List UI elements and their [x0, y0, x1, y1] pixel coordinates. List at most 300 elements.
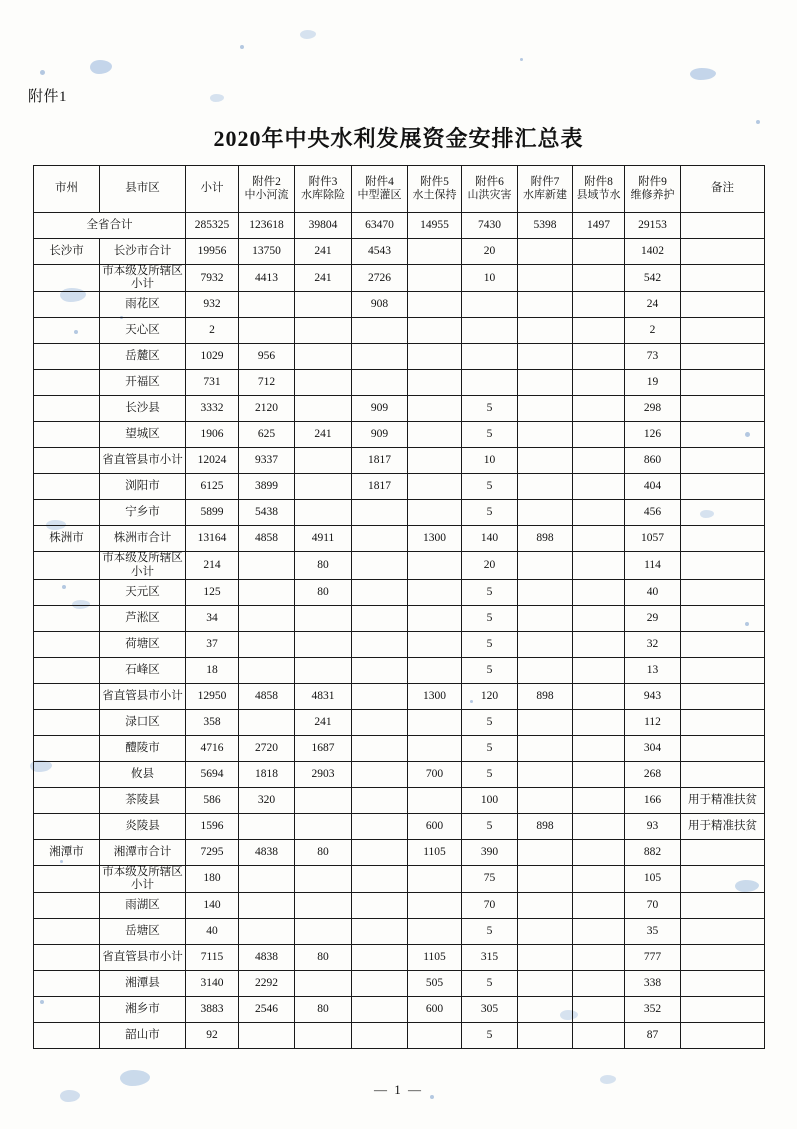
table-row: [34, 839, 765, 865]
row-county: 湘乡市: [100, 997, 186, 1023]
row-county: 市本级及所辖区小计: [100, 552, 186, 579]
row-remark: [681, 500, 765, 526]
row-city: [34, 997, 100, 1023]
row-value-8: 13: [625, 657, 681, 683]
row-value-2: [295, 787, 352, 813]
row-value-3: [352, 997, 408, 1023]
row-value-7: [573, 945, 625, 971]
row-value-7: [573, 839, 625, 865]
column-header-line2: 水土保持: [412, 189, 457, 202]
column-header-line2: 水库新建: [523, 189, 567, 202]
row-value-5: 5: [462, 971, 518, 997]
row-value-4: [408, 657, 462, 683]
row-value-4: [408, 893, 462, 919]
column-header-line2: 县域节水: [576, 189, 621, 202]
table-row: [34, 605, 765, 631]
row-value-4: 505: [408, 971, 462, 997]
row-value-4: [408, 787, 462, 813]
row-value-0: 140: [186, 893, 239, 919]
row-value-4: 1105: [408, 839, 462, 865]
column-header-10: [625, 166, 681, 213]
row-value-5: 7430: [462, 213, 518, 239]
table-row: [34, 526, 765, 552]
row-county: 天元区: [100, 579, 186, 605]
row-value-6: [518, 552, 573, 579]
row-value-1: 712: [239, 370, 295, 396]
row-county: 长沙市合计: [100, 239, 186, 265]
row-value-2: [295, 448, 352, 474]
row-value-1: [239, 813, 295, 839]
row-county: 省直管县市小计: [100, 683, 186, 709]
row-remark: [681, 370, 765, 396]
row-value-4: [408, 579, 462, 605]
table-row: [34, 787, 765, 813]
row-value-0: 34: [186, 605, 239, 631]
row-value-3: [352, 657, 408, 683]
row-value-4: 1105: [408, 945, 462, 971]
column-header-line1: 附件8: [584, 175, 613, 188]
row-value-8: 338: [625, 971, 681, 997]
row-value-7: [573, 448, 625, 474]
row-value-3: [352, 865, 408, 892]
row-value-0: 1906: [186, 422, 239, 448]
row-value-1: 4858: [239, 526, 295, 552]
row-county: 炎陵县: [100, 813, 186, 839]
row-remark: [681, 839, 765, 865]
row-value-8: 93: [625, 813, 681, 839]
row-value-5: 305: [462, 997, 518, 1023]
row-county: 渌口区: [100, 709, 186, 735]
row-value-1: 3899: [239, 474, 295, 500]
row-value-1: [239, 605, 295, 631]
row-value-4: [408, 605, 462, 631]
row-value-0: 358: [186, 709, 239, 735]
row-value-4: [408, 448, 462, 474]
row-value-4: [408, 474, 462, 500]
row-value-6: [518, 370, 573, 396]
row-city: 湘潭市: [34, 839, 100, 865]
row-value-6: [518, 735, 573, 761]
row-county: 宁乡市: [100, 500, 186, 526]
row-city: [34, 865, 100, 892]
row-county: 望城区: [100, 422, 186, 448]
row-value-7: [573, 422, 625, 448]
row-city: [34, 945, 100, 971]
row-value-2: [295, 657, 352, 683]
row-value-6: [518, 657, 573, 683]
row-value-1: 13750: [239, 239, 295, 265]
table-header: [34, 166, 765, 213]
row-value-0: 4716: [186, 735, 239, 761]
row-value-3: 2726: [352, 265, 408, 292]
row-value-7: [573, 813, 625, 839]
row-value-4: [408, 709, 462, 735]
row-value-8: 70: [625, 893, 681, 919]
row-value-6: [518, 761, 573, 787]
row-city: [34, 787, 100, 813]
row-value-1: 4858: [239, 683, 295, 709]
table-row: [34, 865, 765, 892]
column-header-8: [518, 166, 573, 213]
row-value-2: 241: [295, 422, 352, 448]
row-value-6: [518, 631, 573, 657]
row-value-1: 123618: [239, 213, 295, 239]
row-value-0: 7932: [186, 265, 239, 292]
row-value-5: [462, 318, 518, 344]
row-remark: [681, 919, 765, 945]
row-remark: [681, 292, 765, 318]
column-header-line1: 附件4: [365, 175, 394, 188]
row-value-7: [573, 919, 625, 945]
row-value-1: [239, 292, 295, 318]
row-value-1: [239, 709, 295, 735]
row-value-3: [352, 787, 408, 813]
row-remark: [681, 709, 765, 735]
row-value-5: [462, 292, 518, 318]
row-city: [34, 605, 100, 631]
column-header-line2: 维修养护: [630, 189, 675, 202]
row-value-7: [573, 709, 625, 735]
row-value-2: [295, 318, 352, 344]
row-value-4: [408, 344, 462, 370]
row-value-4: [408, 735, 462, 761]
row-value-4: [408, 239, 462, 265]
row-value-2: 4911: [295, 526, 352, 552]
row-value-8: 268: [625, 761, 681, 787]
row-value-8: 87: [625, 1023, 681, 1049]
row-value-0: 3332: [186, 396, 239, 422]
row-value-7: [573, 526, 625, 552]
row-value-3: 1817: [352, 448, 408, 474]
row-city: [34, 344, 100, 370]
row-value-5: 20: [462, 239, 518, 265]
table-row: [34, 239, 765, 265]
row-value-7: [573, 787, 625, 813]
row-remark: [681, 344, 765, 370]
row-value-0: 2: [186, 318, 239, 344]
row-city: [34, 474, 100, 500]
row-value-2: 241: [295, 239, 352, 265]
row-remark: [681, 265, 765, 292]
row-value-7: [573, 370, 625, 396]
row-city: [34, 709, 100, 735]
row-value-0: 12950: [186, 683, 239, 709]
row-value-6: [518, 605, 573, 631]
row-value-3: 909: [352, 396, 408, 422]
row-remark: [681, 971, 765, 997]
row-value-0: 1029: [186, 344, 239, 370]
row-value-1: 625: [239, 422, 295, 448]
row-value-7: [573, 579, 625, 605]
row-value-5: 5: [462, 474, 518, 500]
row-value-5: 75: [462, 865, 518, 892]
row-remark: [681, 213, 765, 239]
row-city: [34, 1023, 100, 1049]
row-value-1: 2292: [239, 971, 295, 997]
row-value-8: 126: [625, 422, 681, 448]
row-value-0: 13164: [186, 526, 239, 552]
row-value-8: 73: [625, 344, 681, 370]
row-value-1: [239, 865, 295, 892]
row-value-5: 390: [462, 839, 518, 865]
row-county: 攸县: [100, 761, 186, 787]
column-header-line1: 附件9: [638, 175, 667, 188]
row-remark: [681, 631, 765, 657]
row-value-6: 898: [518, 683, 573, 709]
row-value-7: [573, 631, 625, 657]
row-city: [34, 893, 100, 919]
table-row: [34, 735, 765, 761]
row-value-1: 4838: [239, 839, 295, 865]
row-value-7: [573, 1023, 625, 1049]
row-value-0: 3140: [186, 971, 239, 997]
row-value-4: [408, 1023, 462, 1049]
row-value-2: 4831: [295, 683, 352, 709]
row-value-8: 542: [625, 265, 681, 292]
row-value-8: 860: [625, 448, 681, 474]
row-value-2: 80: [295, 839, 352, 865]
row-value-5: 5: [462, 657, 518, 683]
row-value-3: [352, 735, 408, 761]
funding-summary-table-wrapper: [33, 165, 764, 1049]
row-value-8: 40: [625, 579, 681, 605]
row-value-2: 39804: [295, 213, 352, 239]
row-value-3: [352, 761, 408, 787]
attachment-label: 附件1: [28, 89, 68, 105]
row-value-2: [295, 344, 352, 370]
row-value-3: [352, 971, 408, 997]
row-city: [34, 396, 100, 422]
row-value-7: [573, 657, 625, 683]
column-header-6: [408, 166, 462, 213]
row-value-5: 315: [462, 945, 518, 971]
row-value-1: 1818: [239, 761, 295, 787]
column-header-11: [681, 166, 765, 213]
row-value-6: 898: [518, 813, 573, 839]
table-row: [34, 422, 765, 448]
table-row: [34, 500, 765, 526]
row-value-6: [518, 344, 573, 370]
row-value-8: 1057: [625, 526, 681, 552]
row-value-0: 125: [186, 579, 239, 605]
table-row: [34, 761, 765, 787]
column-header-5: [352, 166, 408, 213]
row-city: [34, 370, 100, 396]
row-county: 荷塘区: [100, 631, 186, 657]
row-value-1: [239, 1023, 295, 1049]
row-value-8: 404: [625, 474, 681, 500]
row-value-3: [352, 945, 408, 971]
row-value-5: 5: [462, 813, 518, 839]
row-value-2: 80: [295, 997, 352, 1023]
table-row: [34, 579, 765, 605]
row-value-1: [239, 631, 295, 657]
row-value-7: [573, 474, 625, 500]
table-row: [34, 919, 765, 945]
table-row: [34, 213, 765, 239]
row-value-7: [573, 893, 625, 919]
row-value-6: [518, 239, 573, 265]
row-value-5: 5: [462, 631, 518, 657]
row-value-3: [352, 813, 408, 839]
row-value-5: 5: [462, 579, 518, 605]
row-value-5: 20: [462, 552, 518, 579]
row-value-2: [295, 292, 352, 318]
row-value-3: [352, 552, 408, 579]
row-county: 浏阳市: [100, 474, 186, 500]
row-value-4: [408, 552, 462, 579]
row-value-8: 166: [625, 787, 681, 813]
row-county: 市本级及所辖区小计: [100, 265, 186, 292]
row-value-5: 140: [462, 526, 518, 552]
row-remark: [681, 865, 765, 892]
row-value-4: 1300: [408, 526, 462, 552]
row-remark: [681, 945, 765, 971]
row-value-3: [352, 344, 408, 370]
row-value-2: [295, 919, 352, 945]
row-city: [34, 919, 100, 945]
row-value-8: 777: [625, 945, 681, 971]
row-county: 石峰区: [100, 657, 186, 683]
row-city: [34, 422, 100, 448]
row-value-5: 5: [462, 761, 518, 787]
row-value-8: 304: [625, 735, 681, 761]
row-value-6: [518, 839, 573, 865]
row-value-4: 1300: [408, 683, 462, 709]
row-value-6: 5398: [518, 213, 573, 239]
table-row: [34, 344, 765, 370]
row-value-1: [239, 579, 295, 605]
row-value-2: 2903: [295, 761, 352, 787]
row-value-1: [239, 893, 295, 919]
row-remark: [681, 422, 765, 448]
column-header-line1: 备注: [711, 182, 734, 195]
row-value-2: [295, 1023, 352, 1049]
row-value-5: 5: [462, 709, 518, 735]
table-row: [34, 318, 765, 344]
row-value-6: [518, 971, 573, 997]
row-value-4: [408, 396, 462, 422]
row-label-total: 全省合计: [34, 213, 186, 239]
row-remark: [681, 605, 765, 631]
row-value-2: 80: [295, 579, 352, 605]
row-value-8: 112: [625, 709, 681, 735]
row-value-2: 80: [295, 552, 352, 579]
row-value-7: [573, 761, 625, 787]
row-county: 株洲市合计: [100, 526, 186, 552]
row-value-5: 10: [462, 448, 518, 474]
table-row: [34, 683, 765, 709]
row-remark: [681, 1023, 765, 1049]
row-value-6: [518, 1023, 573, 1049]
row-value-3: 1817: [352, 474, 408, 500]
row-value-3: [352, 370, 408, 396]
row-city: [34, 971, 100, 997]
row-city: [34, 657, 100, 683]
column-header-line1: 附件5: [420, 175, 449, 188]
row-value-2: 80: [295, 945, 352, 971]
row-remark: [681, 997, 765, 1023]
row-value-7: [573, 318, 625, 344]
row-value-8: 1402: [625, 239, 681, 265]
row-value-5: [462, 370, 518, 396]
row-value-7: 1497: [573, 213, 625, 239]
row-city: [34, 265, 100, 292]
row-value-2: [295, 474, 352, 500]
table-row: [34, 265, 765, 292]
row-value-8: 2: [625, 318, 681, 344]
row-value-2: 1687: [295, 735, 352, 761]
row-value-4: [408, 265, 462, 292]
column-header-4: [295, 166, 352, 213]
row-value-6: [518, 422, 573, 448]
row-city: [34, 292, 100, 318]
table-body: [34, 213, 765, 1049]
row-value-7: [573, 552, 625, 579]
table-row: [34, 997, 765, 1023]
row-value-6: [518, 292, 573, 318]
row-value-2: [295, 500, 352, 526]
row-value-0: 1596: [186, 813, 239, 839]
row-value-1: 2546: [239, 997, 295, 1023]
row-value-8: 298: [625, 396, 681, 422]
row-remark: [681, 657, 765, 683]
row-value-0: 37: [186, 631, 239, 657]
row-value-8: 35: [625, 919, 681, 945]
table-row: [34, 631, 765, 657]
table-row: [34, 813, 765, 839]
row-value-4: [408, 919, 462, 945]
row-city: [34, 448, 100, 474]
page-number: — 1 —: [374, 1082, 423, 1097]
row-value-2: [295, 396, 352, 422]
row-value-8: 456: [625, 500, 681, 526]
row-value-4: [408, 318, 462, 344]
row-value-6: 898: [518, 526, 573, 552]
row-value-6: [518, 919, 573, 945]
row-remark: [681, 239, 765, 265]
row-value-6: [518, 265, 573, 292]
row-remark: [681, 735, 765, 761]
row-value-2: [295, 971, 352, 997]
table-row: [34, 709, 765, 735]
row-remark: [681, 683, 765, 709]
row-city: 株洲市: [34, 526, 100, 552]
row-value-5: 5: [462, 605, 518, 631]
row-county: 茶陵县: [100, 787, 186, 813]
row-value-7: [573, 605, 625, 631]
row-value-2: 241: [295, 265, 352, 292]
column-header-line2: 水库除险: [301, 189, 345, 202]
column-header-line1: 附件6: [475, 175, 504, 188]
column-header-7: [462, 166, 518, 213]
column-header-line1: 县市区: [125, 182, 160, 195]
row-county: 雨湖区: [100, 893, 186, 919]
row-remark: [681, 318, 765, 344]
row-value-1: [239, 552, 295, 579]
row-value-2: [295, 605, 352, 631]
row-value-1: 9337: [239, 448, 295, 474]
row-value-6: [518, 318, 573, 344]
row-value-8: 19: [625, 370, 681, 396]
column-header-3: [239, 166, 295, 213]
row-county: 韶山市: [100, 1023, 186, 1049]
row-value-6: [518, 474, 573, 500]
row-value-0: 6125: [186, 474, 239, 500]
row-value-7: [573, 865, 625, 892]
row-value-5: 5: [462, 735, 518, 761]
row-value-5: 5: [462, 1023, 518, 1049]
